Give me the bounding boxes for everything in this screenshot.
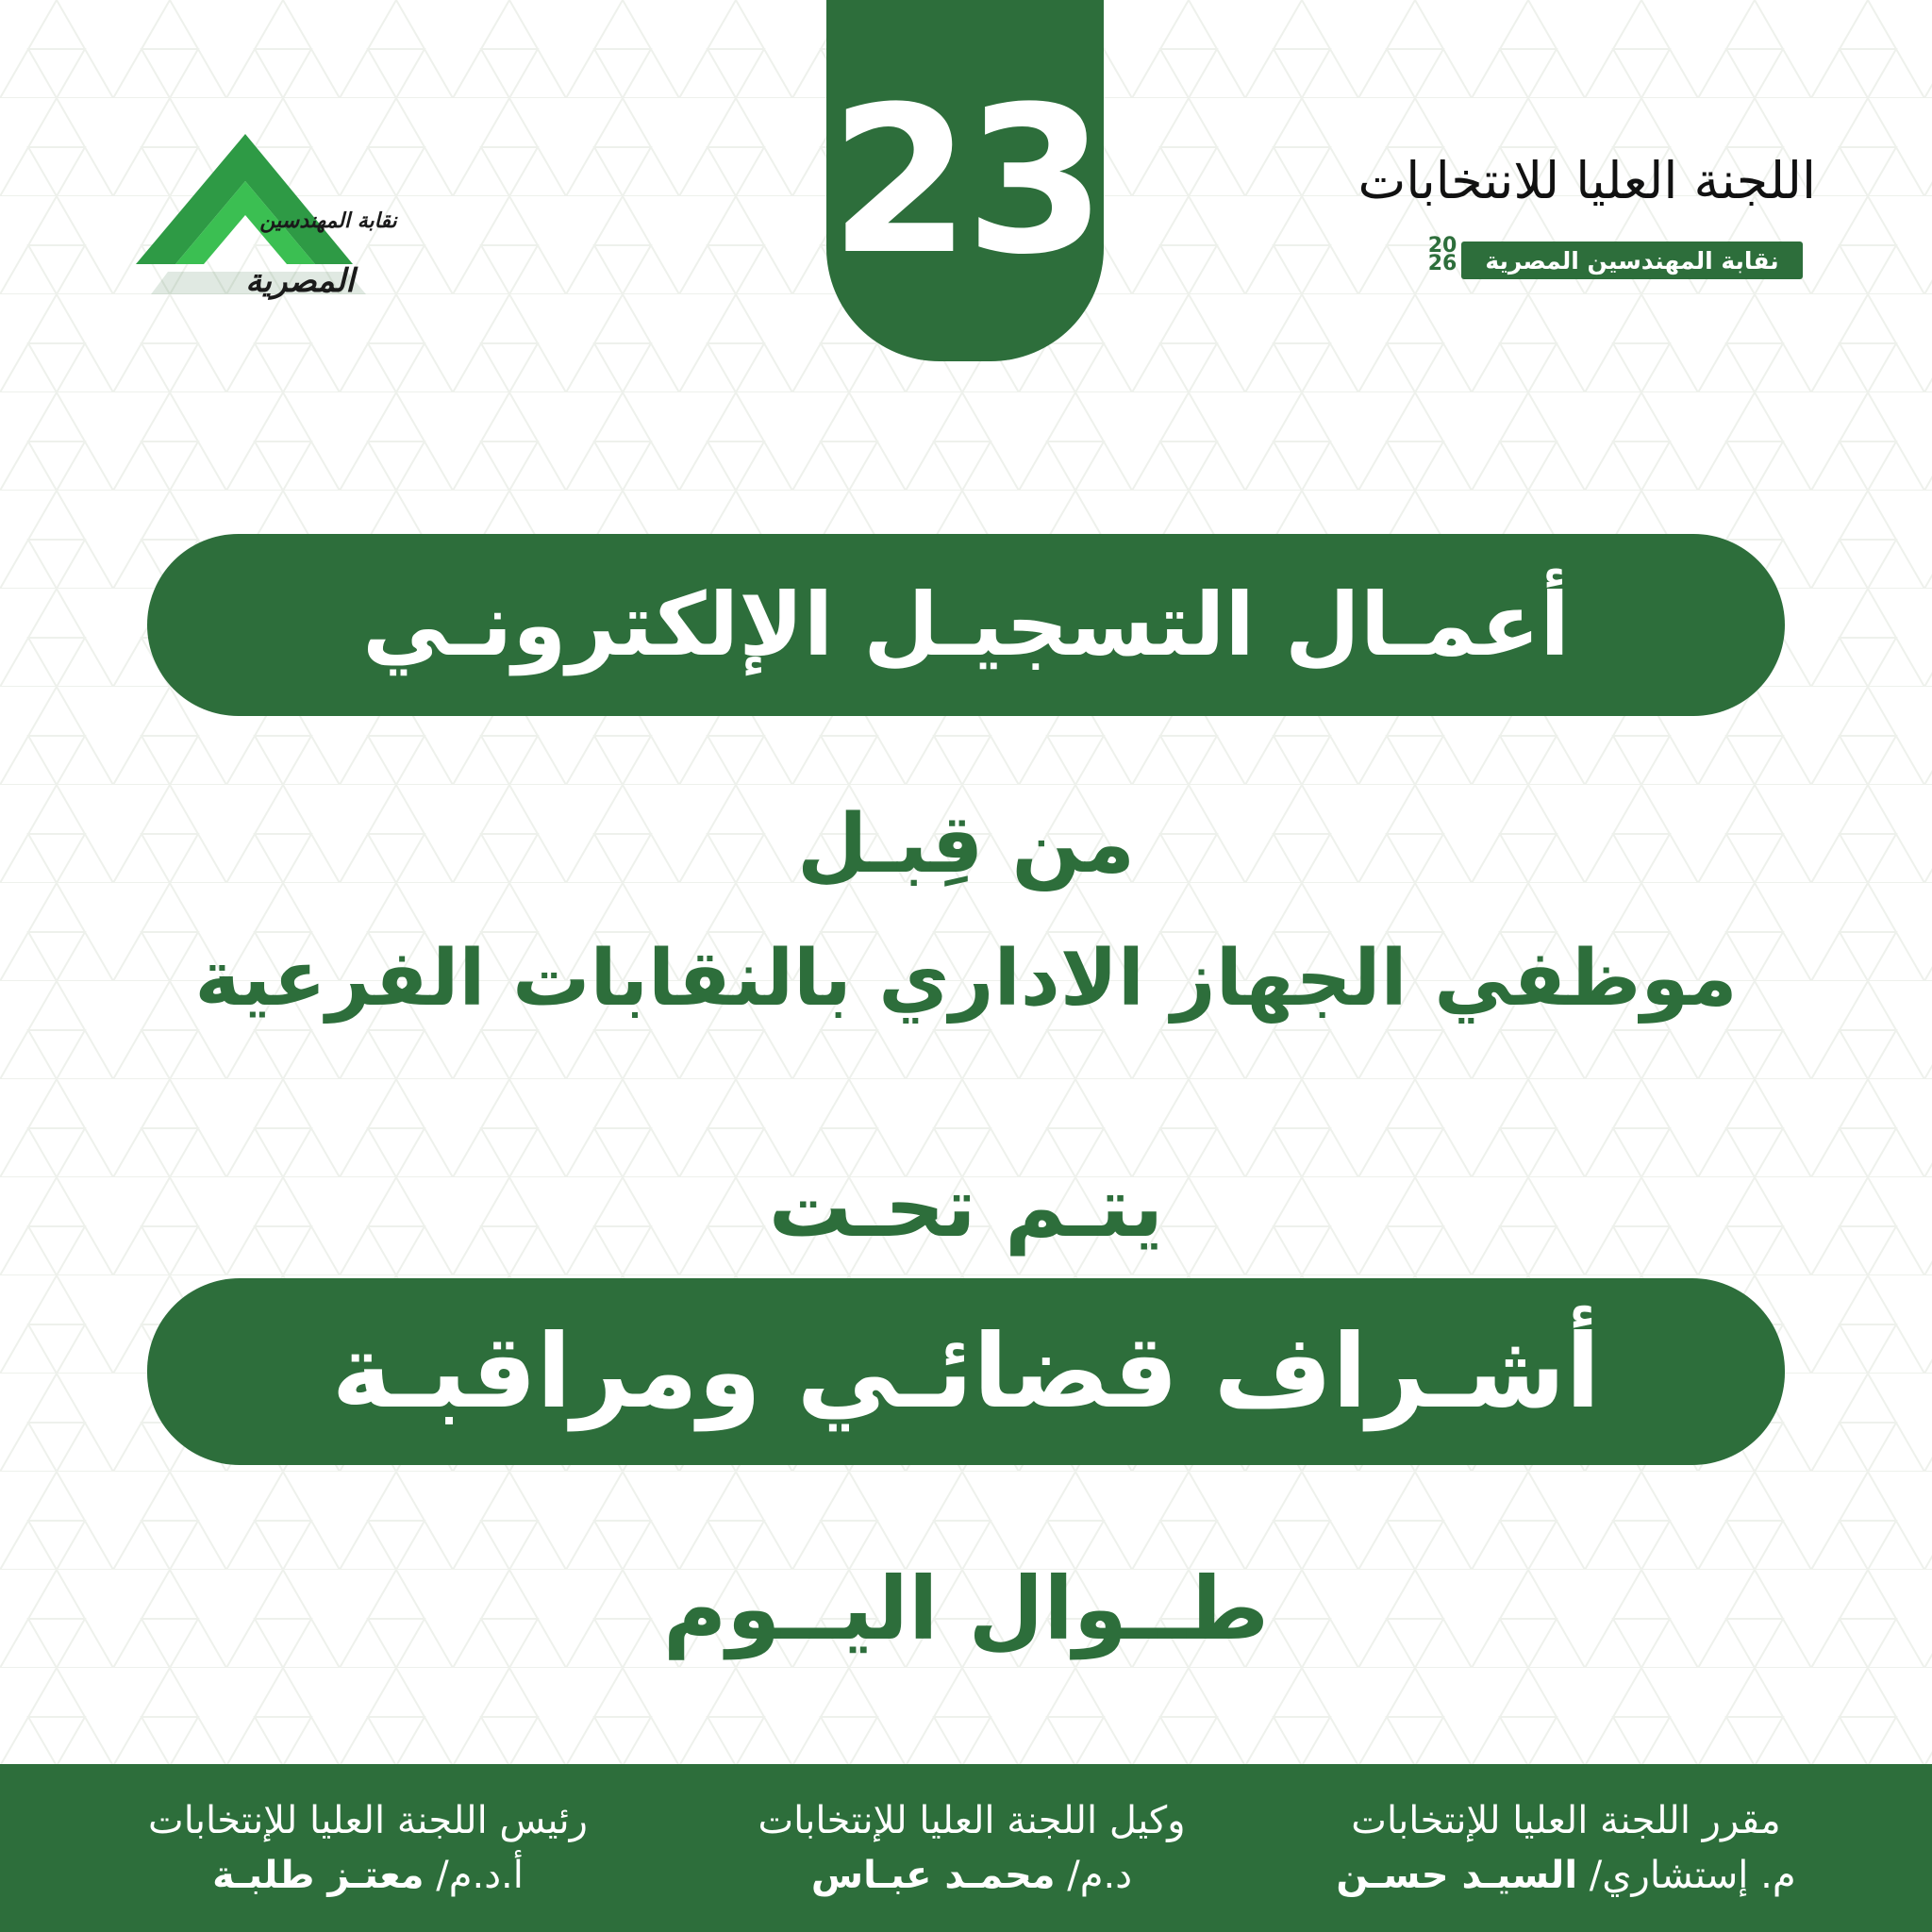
- signature-chairman: [94, 1796, 641, 1902]
- signature-name-line: [698, 1849, 1245, 1902]
- signature-name-line: [1292, 1849, 1840, 1902]
- syndicate-logo-line1: نقابة المهندسين: [259, 209, 397, 233]
- signature-prefix: م. إستشاري/: [1589, 1854, 1796, 1897]
- signature-prefix: أ.د.م/: [436, 1854, 524, 1897]
- headline-banner: [147, 534, 1785, 716]
- elections-committee-calligraphy: اللجنة العليا للانتخابات: [1357, 151, 1816, 210]
- number-badge: [826, 0, 1104, 361]
- signature-prefix: د.م/: [1067, 1854, 1133, 1897]
- signature-role: رئيس اللجنة العليا للإنتخابات: [148, 1799, 588, 1842]
- signature-name: معتـز طلبـة: [212, 1854, 425, 1897]
- signatures-footer: [0, 1764, 1932, 1932]
- signature-name: السيـد حسـن: [1336, 1854, 1578, 1897]
- signature-name: محمـد عبـاس: [810, 1854, 1056, 1897]
- done-under-line: يتـم تحـت: [768, 1158, 1164, 1256]
- headline-text: أعمـال التسجيـل الإلكترونـي: [362, 575, 1570, 675]
- signature-role: وكيل اللجنة العليا للإنتخابات: [758, 1799, 1186, 1842]
- signature-name-line: [94, 1849, 641, 1902]
- supervision-banner: [147, 1278, 1785, 1465]
- elections-year-part1: 20: [1427, 234, 1457, 258]
- staff-line: موظفي الجهاز الاداري بالنقابات الفرعية: [194, 934, 1738, 1024]
- elections-committee-logo: [1357, 151, 1816, 283]
- by-line: من قِبـل: [796, 797, 1136, 891]
- signature-deputy: [698, 1796, 1245, 1902]
- elections-year-part2: 26: [1427, 251, 1457, 275]
- elections-year: [1427, 234, 1457, 275]
- number-badge-value: 23: [829, 62, 1101, 299]
- signature-rapporteur: [1292, 1796, 1840, 1902]
- syndicate-logo: [130, 132, 413, 307]
- supervision-text: أشـراف قضائـي ومراقبـة: [331, 1312, 1601, 1431]
- signature-role: مقرر اللجنة العليا للإنتخابات: [1351, 1799, 1781, 1842]
- syndicate-logo-line2: المصرية: [245, 262, 355, 300]
- all-day-line: طــوال اليــوم: [662, 1558, 1270, 1659]
- elections-committee-bar: نقابة المهندسين المصرية: [1461, 242, 1803, 279]
